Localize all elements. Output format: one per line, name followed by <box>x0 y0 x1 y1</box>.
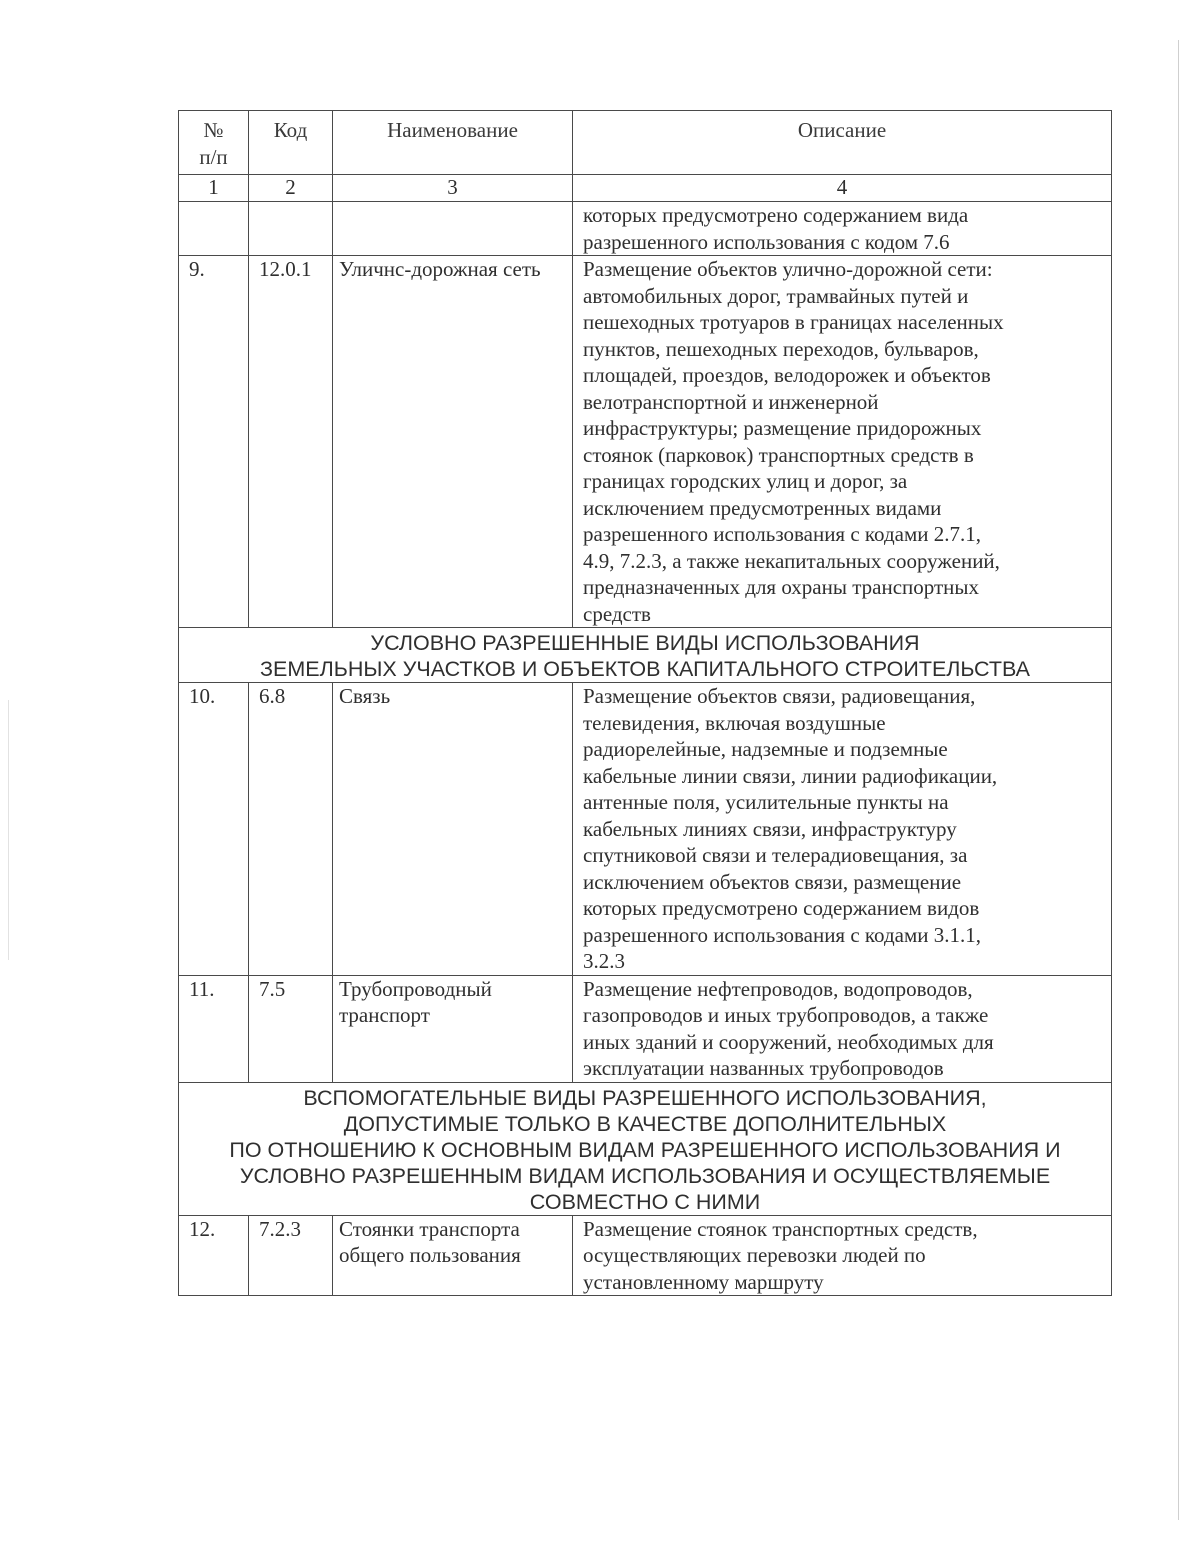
header-description: Описание <box>573 111 1112 175</box>
section-heading-cell <box>179 628 1112 683</box>
header-name: Наименование <box>333 111 573 175</box>
section-heading-line: ЗЕМЕЛЬНЫХ УЧАСТКОВ И ОБЪЕКТОВ КАПИТАЛЬНОГО СТРОИТЕЛЬСТВА <box>260 657 1030 681</box>
section-heading-line: СОВМЕСТНО С НИМИ <box>529 1189 761 1214</box>
column-number: 4 <box>573 175 1112 202</box>
section-heading-auxiliary <box>179 1082 1112 1215</box>
section-heading-line: УСЛОВНО РАЗРЕШЕННЫЕ ВИДЫ ИСПОЛЬЗОВАНИЯ <box>370 631 920 655</box>
row-number: 12. <box>179 1215 249 1296</box>
row-description: Размещение нефтепроводов, водопроводов, газопроводов и иных трубопроводов, а также иных зданий и сооружений, необходимых для эксплуатации названных трубопроводов <box>573 975 1112 1082</box>
row-code: 7.2.3 <box>249 1215 333 1296</box>
row-number: 10. <box>179 683 249 976</box>
section-heading-conditional <box>179 628 1112 683</box>
column-numbers-row <box>179 175 1112 202</box>
table-header-row <box>179 111 1112 175</box>
row-number: 11. <box>179 975 249 1082</box>
table-row <box>179 975 1112 1082</box>
scan-artifact-line <box>8 700 9 960</box>
row-code: 6.8 <box>249 683 333 976</box>
continuation-row <box>179 202 1112 256</box>
section-heading-line: ВСПОМОГАТЕЛЬНЫЕ ВИДЫ РАЗРЕШЕННОГО ИСПОЛЬЗОВАНИЯ, <box>303 1085 987 1110</box>
row-name: Уличнс-дорожная сеть <box>333 256 573 628</box>
section-heading-line: ДОПУСТИМЫЕ ТОЛЬКО В КАЧЕСТВЕ ДОПОЛНИТЕЛЬНЫХ <box>343 1111 947 1136</box>
table-row <box>179 256 1112 628</box>
empty-cell <box>249 202 333 256</box>
row-description: Размещение стоянок транспортных средств, осуществляющих перевозки людей по установленному маршруту <box>573 1215 1112 1296</box>
header-number: № п/п <box>179 111 249 175</box>
row-name: Связь <box>333 683 573 976</box>
column-number: 3 <box>333 175 573 202</box>
section-heading-cell <box>179 1082 1112 1215</box>
row-description: Размещение объектов улично-дорожной сети: автомобильных дорог, трамвайных путей и пешеходных тротуаров в границах населенных пунктов, пешеходных переходов, бульваров, площадей, проездов, велодорожек и объектов велотранспортной и инженерной инфраструктуры; размещение придорожных стоянок (парковок) транспортных средств в границах городских улиц и дорог, за исключением предусмотренных видами разрешенного использования с кодами 2.7.1, 4.9, 7.2.3, а также некапитальных сооружений, предназначенных для охраны транспортных средств <box>573 256 1112 628</box>
header-code: Код <box>249 111 333 175</box>
row-number: 9. <box>179 256 249 628</box>
row-code: 12.0.1 <box>249 256 333 628</box>
empty-cell <box>333 202 573 256</box>
scan-artifact-line <box>1178 40 1179 1520</box>
section-heading-line: УСЛОВНО РАЗРЕШЕННЫМ ВИДАМ ИСПОЛЬЗОВАНИЯ И ОСУЩЕСТВЛЯЕМЫЕ <box>239 1163 1051 1188</box>
row-name: Стоянки транспорта общего пользования <box>333 1215 573 1296</box>
row-description: которых предусмотрено содержанием вида разрешенного использования с кодом 7.6 <box>573 202 1112 256</box>
section-heading-line: ПО ОТНОШЕНИЮ К ОСНОВНЫМ ВИДАМ РАЗРЕШЕННОГО ИСПОЛЬЗОВАНИЯ И <box>229 1137 1061 1162</box>
column-number: 2 <box>249 175 333 202</box>
row-code: 7.5 <box>249 975 333 1082</box>
table-row <box>179 1215 1112 1296</box>
row-name: Трубопроводный транспорт <box>333 975 573 1082</box>
row-description: Размещение объектов связи, радиовещания, телевидения, включая воздушные радиорелейные, надземные и подземные кабельные линии связи, линии радиофикации, антенные поля, усилительные пункты на кабельных линиях связи, инфраструктуру спутниковой связи и телерадиовещания, за исключением объектов связи, размещение которых предусмотрено содержанием видов разрешенного использования с кодами 3.1.1, 3.2.3 <box>573 683 1112 976</box>
empty-cell <box>179 202 249 256</box>
land-use-table <box>178 110 1112 1296</box>
table-row <box>179 683 1112 976</box>
column-number: 1 <box>179 175 249 202</box>
